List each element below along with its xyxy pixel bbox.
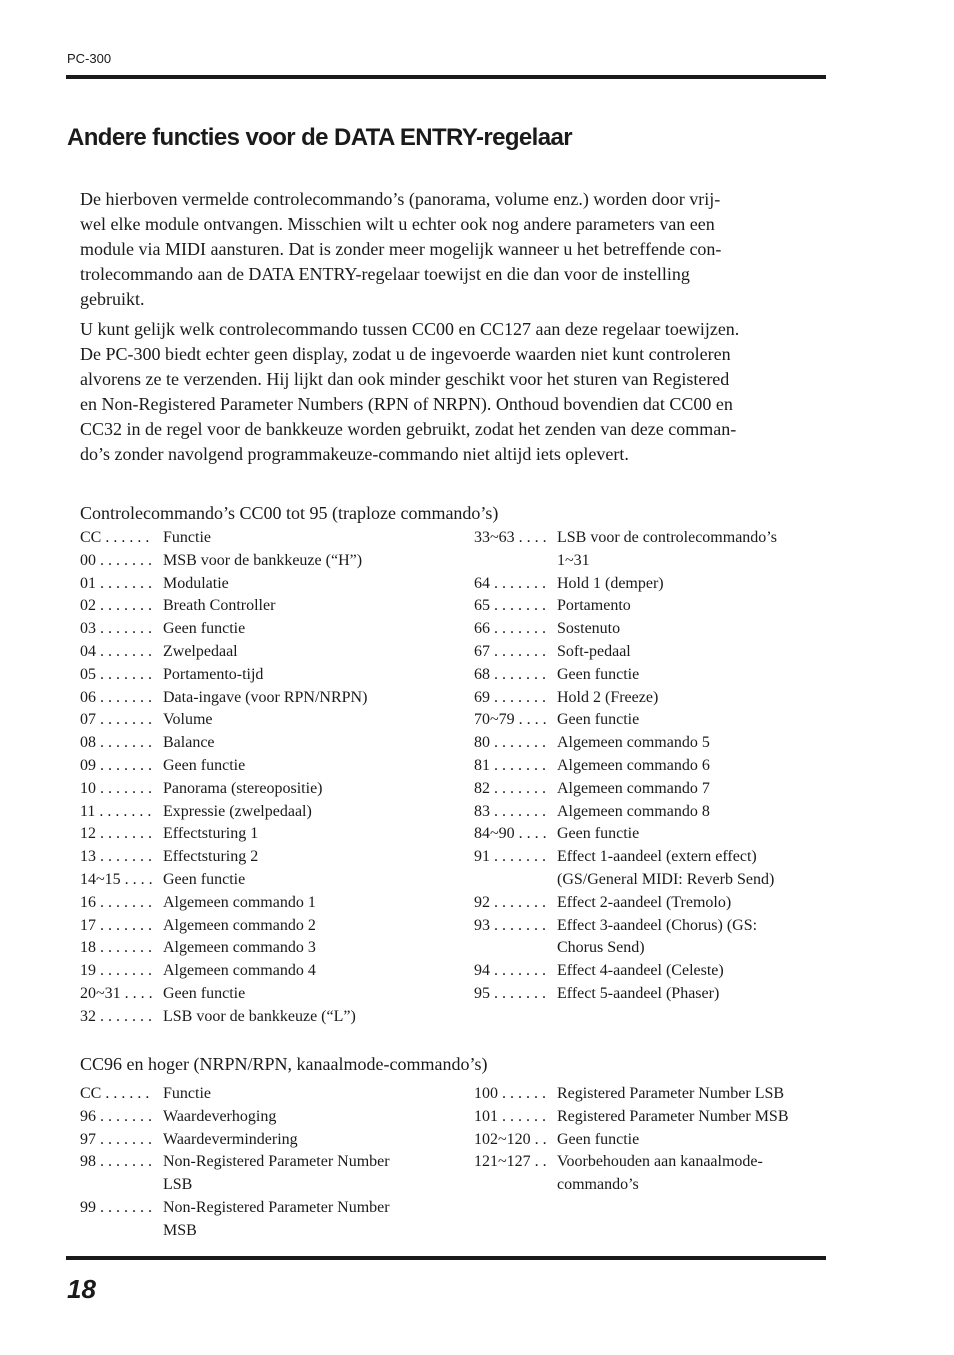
table-row bbox=[80, 687, 367, 710]
cc-number: 69 . . . . . . . bbox=[474, 688, 546, 706]
paragraph-line: CC32 in de regel voor de bankkeuze worden gebruikt, zodat het zenden van deze comman- bbox=[80, 419, 737, 439]
table-row bbox=[80, 869, 367, 892]
cc-function: Effectsturing 2 bbox=[163, 848, 259, 866]
bottom-rule bbox=[66, 1256, 826, 1260]
paragraph-line: module via MIDI aansturen. Dat is zonder meer mogelijk wanneer u het betreffende con- bbox=[80, 239, 722, 259]
cc-number: 20~31 . . . . bbox=[80, 984, 153, 1002]
cc-number: 00 . . . . . . . bbox=[80, 551, 152, 569]
cc-number: 98 . . . . . . . bbox=[80, 1153, 152, 1171]
table-row bbox=[474, 960, 777, 983]
cc-function: Hold 2 (Freeze) bbox=[557, 688, 659, 706]
cc-function: Functie bbox=[163, 1085, 211, 1102]
table-row bbox=[80, 573, 367, 596]
table-row bbox=[474, 778, 777, 801]
table-row bbox=[474, 846, 777, 869]
cc-number: 95 . . . . . . . bbox=[474, 984, 546, 1002]
cc-number: 14~15 . . . . bbox=[80, 870, 153, 888]
cc-number: 01 . . . . . . . bbox=[80, 574, 152, 592]
cc-number: 17 . . . . . . . bbox=[80, 916, 152, 934]
cc-function: Geen functie bbox=[557, 711, 640, 729]
cc-function: Effect 1-aandeel (extern effect) bbox=[557, 848, 757, 866]
table1-right-column bbox=[474, 527, 777, 1006]
cc-number: 67 . . . . . . . bbox=[474, 642, 546, 660]
paragraph-line: De hierboven vermelde controlecommando’s (panorama, volume enz.) worden door vrij- bbox=[80, 189, 721, 209]
table-row bbox=[80, 983, 367, 1006]
table-row bbox=[474, 595, 777, 618]
table-row bbox=[474, 801, 777, 824]
table-row bbox=[80, 892, 367, 915]
paragraph-line: alvorens ze te verzenden. Hij lijkt dan ook minder geschikt voor het sturen van Registered bbox=[80, 369, 730, 389]
paragraph-line: en Non-Registered Parameter Numbers (RPN of NRPN). Onthoud bovendien dat CC00 en bbox=[80, 394, 733, 414]
cc-function: Algemeen commando 1 bbox=[163, 893, 316, 911]
cc-function: Hold 1 (demper) bbox=[557, 574, 664, 592]
cc-function: Algemeen commando 5 bbox=[557, 734, 710, 752]
cc-number: 07 . . . . . . . bbox=[80, 711, 152, 729]
cc-function: Registered Parameter Number MSB bbox=[557, 1107, 789, 1125]
cc-number: 70~79 . . . . bbox=[474, 711, 547, 729]
cc-function: Algemeen commando 8 bbox=[557, 802, 710, 820]
cc-number: 12 . . . . . . . bbox=[80, 825, 152, 843]
cc-number: 66 . . . . . . . bbox=[474, 620, 546, 638]
table-row bbox=[80, 915, 367, 938]
paragraph-line: U kunt gelijk welk controlecommando tussen CC00 en CC127 aan deze regelaar toewijzen. bbox=[80, 319, 740, 339]
cc-function: Registered Parameter Number LSB bbox=[557, 1085, 785, 1102]
cc-function: LSB voor de bankkeuze (“L”) bbox=[163, 1007, 356, 1025]
cc-number: 83 . . . . . . . bbox=[474, 802, 546, 820]
cc-function: Zwelpedaal bbox=[163, 642, 238, 660]
table-row bbox=[474, 1129, 789, 1152]
cc-function: Algemeen commando 4 bbox=[163, 962, 316, 980]
table-row bbox=[474, 1151, 789, 1174]
cc-number: 04 . . . . . . . bbox=[80, 642, 152, 660]
table-row bbox=[474, 527, 777, 550]
cc-function: Geen functie bbox=[557, 825, 640, 843]
table1-left-column bbox=[80, 527, 367, 1029]
cc-number: 94 . . . . . . . bbox=[474, 962, 546, 980]
paragraph bbox=[80, 317, 825, 467]
cc-number: 19 . . . . . . . bbox=[80, 962, 152, 980]
cc-number: 97 . . . . . . . bbox=[80, 1130, 152, 1148]
cc-number: CC . . . . . . bbox=[80, 529, 150, 546]
cc-function: Waardeverhoging bbox=[163, 1107, 277, 1125]
table-row bbox=[474, 892, 777, 915]
table-row bbox=[80, 823, 367, 846]
table-row bbox=[80, 801, 367, 824]
cc-function: Portamento bbox=[557, 597, 631, 615]
table-row bbox=[80, 709, 367, 732]
table-row bbox=[474, 573, 777, 596]
cc-function: Algemeen commando 3 bbox=[163, 939, 316, 957]
cc-function: Geen functie bbox=[163, 756, 246, 774]
cc-function: Geen functie bbox=[557, 665, 640, 683]
cc-function: Non-Registered Parameter Number bbox=[163, 1153, 390, 1171]
cc-number: 99 . . . . . . . bbox=[80, 1198, 152, 1216]
table-row bbox=[80, 1106, 390, 1129]
body-text bbox=[80, 187, 825, 472]
cc-number: 09 . . . . . . . bbox=[80, 756, 152, 774]
cc-function: Algemeen commando 7 bbox=[557, 779, 710, 797]
paragraph bbox=[80, 187, 825, 312]
cc-number: 33~63 . . . . bbox=[474, 529, 547, 546]
paragraph-line: wel elke module ontvangen. Misschien wilt u echter ook nog andere parameters van een bbox=[80, 214, 715, 234]
table-row bbox=[80, 1151, 390, 1174]
table2-left-column bbox=[80, 1083, 390, 1243]
top-rule bbox=[66, 75, 826, 79]
cc-number: 06 . . . . . . . bbox=[80, 688, 152, 706]
cc-number: 92 . . . . . . . bbox=[474, 893, 546, 911]
cc-number: 100 . . . . . . bbox=[474, 1085, 546, 1102]
cc-number: 32 . . . . . . . bbox=[80, 1007, 152, 1025]
cc-number: 121~127 . . bbox=[474, 1153, 547, 1171]
table2-right-column bbox=[474, 1083, 789, 1197]
table-row bbox=[80, 960, 367, 983]
table-row bbox=[80, 1083, 390, 1106]
cc-function: Non-Registered Parameter Number bbox=[163, 1198, 390, 1216]
cc-number: 10 . . . . . . . bbox=[80, 779, 152, 797]
cc-number: 02 . . . . . . . bbox=[80, 597, 152, 615]
table-row bbox=[80, 618, 367, 641]
cc-number: 84~90 . . . . bbox=[474, 825, 547, 843]
cc-number: 13 . . . . . . . bbox=[80, 848, 152, 866]
cc-function: Effectsturing 1 bbox=[163, 825, 259, 843]
cc-number: 68 . . . . . . . bbox=[474, 665, 546, 683]
table-row bbox=[80, 732, 367, 755]
cc-function-continued: Chorus Send) bbox=[557, 939, 645, 957]
cc-function-continued: (GS/General MIDI: Reverb Send) bbox=[557, 870, 775, 888]
paragraph-line: do’s zonder navolgend programmakeuze-commando niet altijd iets oplevert. bbox=[80, 444, 629, 464]
cc-function: Balance bbox=[163, 734, 215, 752]
cc-function: Geen functie bbox=[163, 870, 246, 888]
cc-number: 82 . . . . . . . bbox=[474, 779, 546, 797]
table-row bbox=[80, 937, 367, 960]
cc-function: Effect 2-aandeel (Tremolo) bbox=[557, 893, 732, 911]
cc-number: 16 . . . . . . . bbox=[80, 893, 152, 911]
table-row bbox=[80, 755, 367, 778]
table-row bbox=[474, 641, 777, 664]
cc-function: Effect 5-aandeel (Phaser) bbox=[557, 984, 720, 1002]
cc-number: 64 . . . . . . . bbox=[474, 574, 546, 592]
cc-function: Modulatie bbox=[163, 574, 229, 592]
cc-number: 08 . . . . . . . bbox=[80, 734, 152, 752]
cc-function: Effect 3-aandeel (Chorus) (GS: bbox=[557, 916, 758, 934]
cc-number: 102~120 . . bbox=[474, 1130, 547, 1148]
table-row bbox=[474, 618, 777, 641]
table-row bbox=[474, 1083, 789, 1106]
table-row bbox=[80, 595, 367, 618]
table-row bbox=[474, 687, 777, 710]
cc-number: CC . . . . . . bbox=[80, 1085, 150, 1102]
table-row bbox=[474, 823, 777, 846]
table-row bbox=[80, 778, 367, 801]
cc-function: Soft-pedaal bbox=[557, 642, 631, 660]
cc-function-continued: commando’s bbox=[557, 1176, 639, 1194]
cc-function: Geen functie bbox=[557, 1130, 640, 1148]
cc-function: Panorama (stereopositie) bbox=[163, 779, 323, 797]
cc-function: Geen functie bbox=[163, 620, 246, 638]
paragraph-line: De PC-300 biedt echter geen display, zodat u de ingevoerde waarden niet kunt controleren bbox=[80, 344, 731, 364]
cc-number: 80 . . . . . . . bbox=[474, 734, 546, 752]
cc-function: Sostenuto bbox=[557, 620, 621, 638]
table-row bbox=[80, 1006, 367, 1029]
cc-number: 91 . . . . . . . bbox=[474, 848, 546, 866]
cc-number: 11 . . . . . . . bbox=[80, 802, 152, 820]
table-row bbox=[80, 641, 367, 664]
table-row bbox=[474, 709, 777, 732]
cc-number: 03 . . . . . . . bbox=[80, 620, 152, 638]
cc-function: LSB voor de controlecommando’s bbox=[557, 529, 777, 546]
cc-number: 101 . . . . . . bbox=[474, 1107, 546, 1125]
table-row bbox=[474, 1106, 789, 1129]
cc-number: 18 . . . . . . . bbox=[80, 939, 152, 957]
cc-function-continued: 1~31 bbox=[557, 551, 590, 569]
section-title: Andere functies voor de DATA ENTRY-regelaar bbox=[67, 124, 572, 151]
table-row bbox=[474, 732, 777, 755]
table2-title: CC96 en hoger (NRPN/RPN, kanaalmode-commando’s) bbox=[80, 1054, 488, 1074]
cc-number: 05 . . . . . . . bbox=[80, 665, 152, 683]
cc-function: Expressie (zwelpedaal) bbox=[163, 802, 312, 820]
cc-function: Geen functie bbox=[163, 984, 246, 1002]
cc-function: Algemeen commando 2 bbox=[163, 916, 316, 934]
cc-function: Waardevermindering bbox=[163, 1130, 298, 1148]
page-number: 18 bbox=[67, 1274, 96, 1304]
table-row bbox=[474, 755, 777, 778]
table-row bbox=[474, 915, 777, 938]
cc-number: 81 . . . . . . . bbox=[474, 756, 546, 774]
cc-function: Functie bbox=[163, 529, 211, 546]
cc-number: 96 . . . . . . . bbox=[80, 1107, 152, 1125]
running-header: PC-300 bbox=[67, 51, 112, 66]
cc-function: Breath Controller bbox=[163, 597, 276, 615]
cc-function: Volume bbox=[163, 711, 213, 729]
cc-function: Voorbehouden aan kanaalmode- bbox=[557, 1153, 763, 1171]
cc-number: 65 . . . . . . . bbox=[474, 597, 546, 615]
table-row bbox=[80, 846, 367, 869]
cc-function: Effect 4-aandeel (Celeste) bbox=[557, 962, 724, 980]
cc-function-continued: LSB bbox=[163, 1176, 193, 1194]
cc-function: Portamento-tijd bbox=[163, 665, 264, 683]
table-row bbox=[474, 983, 777, 1006]
cc-number: 93 . . . . . . . bbox=[474, 916, 546, 934]
table-row bbox=[80, 550, 367, 573]
table-row bbox=[80, 1197, 390, 1220]
table1-title: Controlecommando’s CC00 tot 95 (traploze commando’s) bbox=[80, 503, 499, 523]
table-row bbox=[80, 1129, 390, 1152]
cc-function: Algemeen commando 6 bbox=[557, 756, 710, 774]
table-row bbox=[474, 664, 777, 687]
cc-function: MSB voor de bankkeuze (“H”) bbox=[163, 551, 363, 569]
cc-function-continued: MSB bbox=[163, 1221, 197, 1239]
cc-function: Data-ingave (voor RPN/NRPN) bbox=[163, 688, 368, 706]
table-row bbox=[80, 527, 367, 550]
paragraph-line: gebruikt. bbox=[80, 289, 145, 309]
paragraph-line: trolecommando aan de DATA ENTRY-regelaar toewijst en die dan voor de instelling bbox=[80, 264, 690, 284]
table-row bbox=[80, 664, 367, 687]
